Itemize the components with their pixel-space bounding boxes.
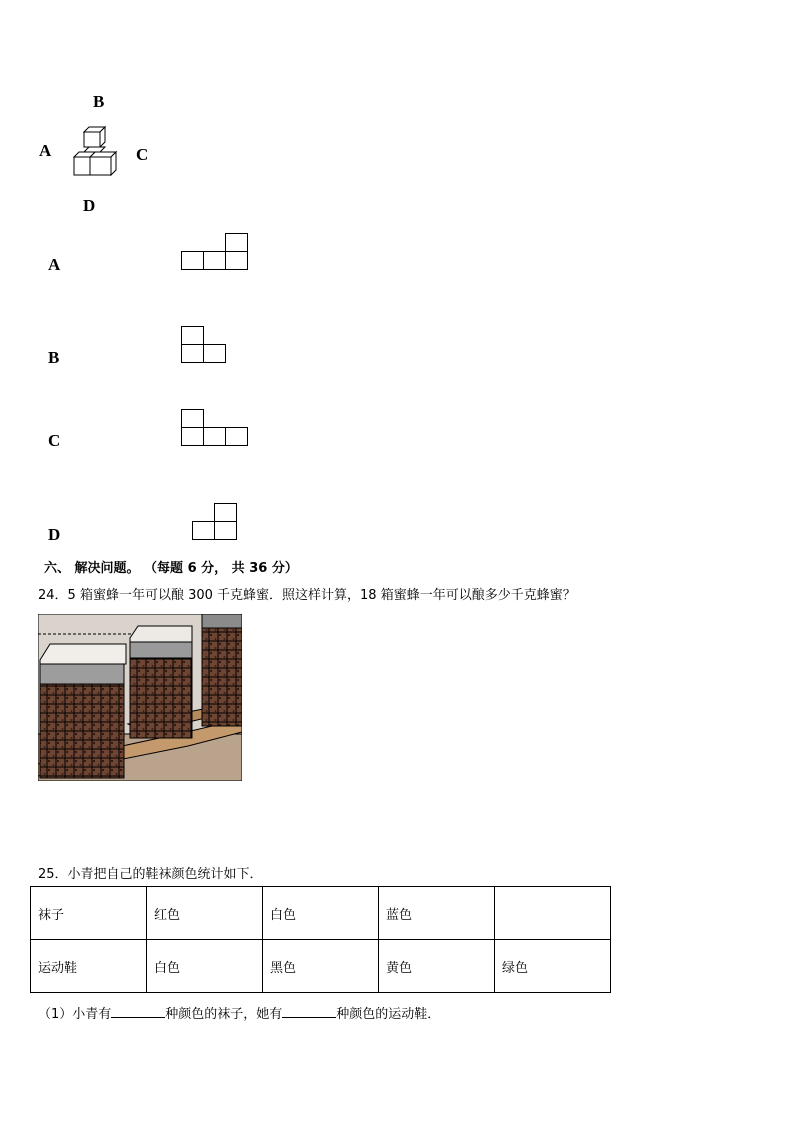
shoes-socks-color-table — [30, 886, 611, 993]
option-label-c: C — [48, 431, 61, 450]
option-b-view — [180, 325, 228, 365]
table-cell: 黄色 — [379, 940, 495, 993]
direction-label-left: A — [39, 141, 52, 160]
beehive-photo — [38, 614, 242, 781]
option-label-a: A — [48, 255, 61, 274]
table-row — [31, 940, 611, 993]
table-cell: 绿色 — [495, 940, 611, 993]
sub1-text-part1: （1）小青有 — [38, 1007, 112, 1022]
option-label-b: B — [48, 348, 60, 367]
question-25-text: 25．小青把自己的鞋袜颜色统计如下． — [38, 867, 263, 882]
table-row — [31, 887, 611, 940]
table-cell — [495, 887, 611, 940]
cube-stack-figure — [68, 124, 124, 180]
direction-label-right: C — [136, 145, 149, 164]
table-cell: 白色 — [147, 940, 263, 993]
answer-blank-shoes[interactable] — [282, 1006, 336, 1018]
answer-blank-socks[interactable] — [111, 1006, 165, 1018]
option-c-view — [180, 408, 250, 448]
table-cell: 黑色 — [263, 940, 379, 993]
table-cell: 袜子 — [31, 887, 147, 940]
option-a-view — [180, 232, 250, 272]
table-cell: 运动鞋 — [31, 940, 147, 993]
option-label-d: D — [48, 525, 61, 544]
table-cell: 红色 — [147, 887, 263, 940]
direction-label-top: B — [93, 92, 105, 111]
sub1-text-part3: 种颜色的运动鞋． — [336, 1007, 441, 1022]
table-cell: 白色 — [263, 887, 379, 940]
table-cell: 蓝色 — [379, 887, 495, 940]
direction-label-bottom: D — [83, 196, 96, 215]
section-heading: 六、 解决问题。 （每题 6 分， 共 36 分） — [44, 561, 298, 576]
question-24-text: 24．5 箱蜜蜂一年可以酿 300 千克蜂蜜．照这样计算，18 箱蜜蜂一年可以酿多少千克蜂蜜？ — [38, 588, 576, 603]
option-d-view — [191, 502, 239, 542]
sub1-text-part2: 种颜色的袜子，她有 — [165, 1007, 283, 1022]
question-25-sub1 — [38, 1003, 440, 1022]
